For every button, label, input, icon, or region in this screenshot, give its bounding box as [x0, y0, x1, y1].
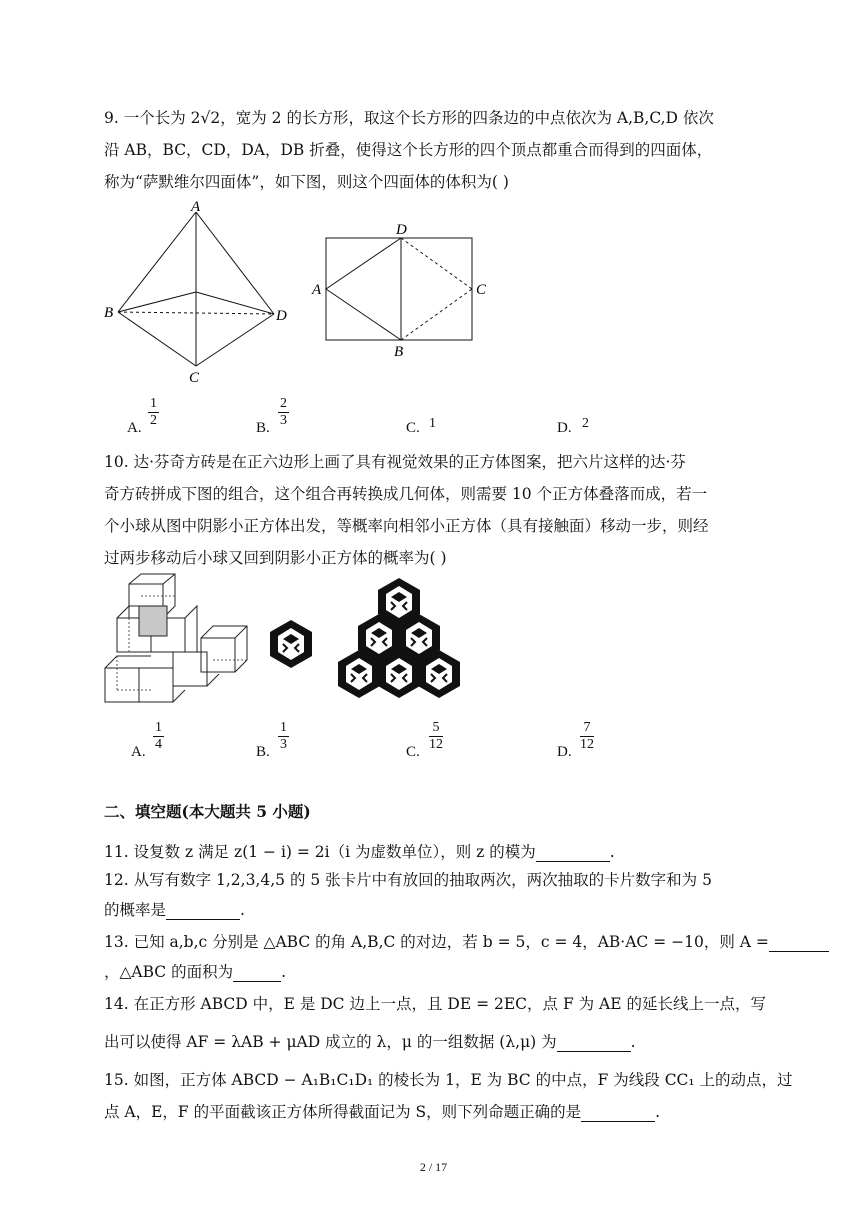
tetrahedron-figure	[100, 196, 300, 391]
q10-option-d-letter: D.	[557, 744, 572, 760]
q9-option-c-value: 1	[429, 416, 436, 431]
label-d: D	[276, 308, 287, 324]
q9-option-d-letter: D.	[557, 420, 572, 436]
q10-line1: 10. 达·芬奇方砖是在正六边形上画了具有视觉效果的正方体图案，把六片这样的达·芬	[104, 453, 686, 471]
page-number: 2 / 17	[419, 1160, 448, 1174]
stacked-cubes-figure	[100, 572, 250, 707]
label-b: B	[104, 305, 114, 321]
q10-line3: 个小球从图中阴影小正方体出发，等概率向相邻小正方体（具有接触面）移动一步，则经	[104, 517, 709, 535]
q15-line2: 点 A，E，F 的平面截该正方体所得截面记为 S，则下列命题正确的是 .	[104, 1103, 661, 1121]
q12-line2: 的概率是 .	[104, 901, 245, 919]
q10-option-a-value: $\frac{1}{4}$	[155, 720, 162, 752]
section-heading: 二、填空题(本大题共 5 小题)	[104, 802, 311, 821]
q10-line2: 奇方砖拼成下图的组合，这个组合再转换成几何体，则需要 10 个正方体叠落而成，若一	[104, 485, 708, 503]
label-c: C	[189, 370, 200, 386]
q12-answer-blank[interactable]	[166, 903, 240, 920]
net-label-d: D	[396, 222, 407, 238]
net-label-c: C	[476, 282, 487, 298]
q9-line2: 沿 AB，BC，CD，DA，DB 折叠，使得这个长方形的四个顶点都重合而得到的四面体，	[104, 141, 713, 159]
q13-answer-blank-1[interactable]	[769, 935, 829, 952]
q10-option-c-value: $\frac{5}{12}$	[429, 720, 443, 752]
q14-answer-blank[interactable]	[557, 1035, 631, 1052]
q10-option-c-letter: C.	[406, 744, 420, 760]
q14-line1: 14. 在正方形 ABCD 中，E 是 DC 边上一点，且 DE = 2EC，点 F 为 AE 的延长线上一点，写	[104, 995, 766, 1013]
q15-answer-blank[interactable]	[581, 1105, 655, 1122]
net-label-a: A	[312, 282, 322, 298]
q10-line4: 过两步移动后小球又回到阴影小正方体的概率为( )	[104, 549, 447, 567]
q13-answer-blank-2[interactable]	[233, 965, 281, 982]
label-a: A	[191, 199, 201, 215]
q9-line1: 9. 一个长为 2√2，宽为 2 的长方形，取这个长方形的四条边的中点依次为 A,B,C,D 依次	[104, 109, 714, 127]
q10-option-a-letter: A.	[131, 744, 146, 760]
q9-option-b-letter: B.	[256, 420, 270, 436]
davinci-tile-figure	[268, 618, 314, 668]
q11-answer-blank[interactable]	[536, 845, 610, 862]
davinci-pyramid-figure	[336, 578, 466, 703]
q9-option-b-value: $\frac{2}{3}$	[280, 396, 287, 428]
q10-option-b-letter: B.	[256, 744, 270, 760]
q13-line1: 13. 已知 a,b,c 分别是 △ABC 的角 A,B,C 的对边，若 b = 5，c = 4，AB·AC = −10，则 A =	[104, 932, 829, 952]
q9-option-a-letter: A.	[127, 420, 142, 436]
q9-option-d-value: 2	[582, 416, 589, 431]
rectangle-net-figure	[308, 218, 498, 363]
q10-option-d-value: $\frac{7}{12}$	[580, 720, 594, 752]
q9-line3: 称为“萨默维尔四面体”，如下图，则这个四面体的体积为( )	[104, 173, 509, 191]
q14-line2: 出可以使得 AF = λAB + μAD 成立的 λ，μ 的一组数据 (λ,μ) 为 .	[104, 1033, 636, 1051]
q13-line2: ，△ABC 的面积为 .	[104, 963, 287, 981]
q9-option-c-letter: C.	[406, 420, 420, 436]
q12-line1: 12. 从写有数字 1,2,3,4,5 的 5 张卡片中有放回的抽取两次，两次抽取的卡片数字和为 5	[104, 871, 712, 889]
q15-line1: 15. 如图，正方体 ABCD − A₁B₁C₁D₁ 的棱长为 1，E 为 BC 的中点，F 为线段 CC₁ 上的动点，过	[104, 1071, 793, 1089]
q10-option-b-value: $\frac{1}{3}$	[280, 720, 287, 752]
q11-line: 11. 设复数 z 满足 z(1 − i) = 2i（i 为虚数单位），则 z 的模为 .	[104, 843, 615, 861]
net-label-b: B	[394, 344, 404, 360]
q9-option-a-value: $\frac{1}{2}$	[150, 396, 157, 428]
